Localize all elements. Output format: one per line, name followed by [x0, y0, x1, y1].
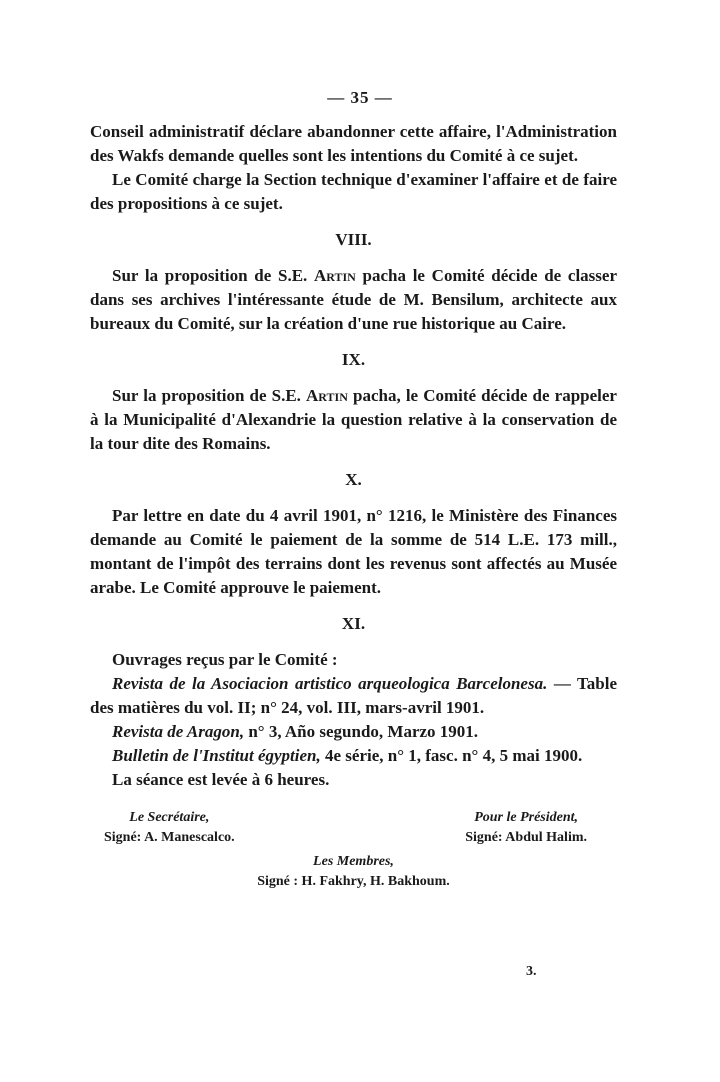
list-item-detail: 4e série, n° 1, fasc. n° 4, 5 mai 1900. — [320, 746, 583, 765]
list-item-title: Bulletin de l'Institut égyptien, — [112, 746, 321, 765]
secretary-signature — [104, 808, 235, 848]
members-signature — [90, 852, 617, 892]
list-item-title: Revista de Aragon, — [112, 722, 245, 741]
secretary-signed: Signé: A. Manescalco. — [104, 830, 235, 845]
list-item-detail: — Table des matières du vol. II; n° 24, vol. III, mars-avril 1901. — [90, 674, 617, 717]
list-item — [90, 744, 617, 768]
signature-mark: 3. — [526, 964, 537, 979]
section-heading-viii: VIII. — [335, 230, 372, 249]
section-heading-x: X. — [345, 470, 362, 489]
paragraph-continuation: Conseil administratif déclare abandonner cette affaire, l'Administration des Wakfs demande quelles sont les intentions du Comité à ce sujet. — [90, 122, 617, 165]
document-body — [90, 120, 617, 892]
section-viii-text — [90, 264, 617, 336]
president-signed: Signé: Abdul Halim. — [465, 830, 587, 845]
members-signed: Signé : H. Fakhry, H. Bakhoum. — [257, 874, 450, 889]
section-ix-text — [90, 384, 617, 456]
paragraph-section-technique: Le Comité charge la Section technique d'examiner l'affaire et de faire des propositions à ce sujet. — [90, 170, 617, 213]
section-x-text: Par lettre en date du 4 avril 1901, n° 1216, le Ministère des Finances demande au Comité le paiement de la somme de 514 L.E. 173 mill., montant de l'impôt des terrains dont les revenus sont affectés au Musée arabe. Le Comité approuve le paiement. — [90, 506, 617, 597]
president-signature — [465, 808, 587, 848]
section-ix-text-after: pacha, le Comité décide de rappeler à la Municipalité d'Alexandrie la question relative à la conservation de la tour dite des Romains. — [90, 386, 617, 453]
closing-line: La séance est levée à 6 heures. — [112, 770, 330, 789]
page-number: — 35 — — [327, 88, 393, 107]
section-xi-intro: Ouvrages reçus par le Comité : — [112, 650, 338, 669]
list-item — [90, 672, 617, 720]
members-role: Les Membres, — [313, 854, 394, 869]
section-viii-text-before: Sur la proposition de S.E. — [112, 266, 314, 285]
section-viii-name: Artin — [313, 266, 356, 285]
section-viii-text-after: pacha le Comité décide de classer dans ses archives l'intéressante étude de M. Bensilum, architecte aux bureaux du Comité, sur la création d'une rue historique au Caire. — [90, 266, 617, 333]
section-ix-text-before: Sur la proposition de S.E. — [112, 386, 307, 405]
signature-block — [90, 808, 617, 892]
president-role: Pour le Président, — [474, 810, 579, 825]
section-heading-ix: IX. — [341, 350, 366, 369]
list-item-title: Revista de la Asociacion artistico arqueologica Barcelonesa. — [112, 674, 548, 693]
section-ix-name: Artin — [306, 386, 348, 405]
list-item — [90, 720, 617, 744]
secretary-role: Le Secrétaire, — [129, 810, 210, 825]
section-heading-xi: XI. — [341, 614, 366, 633]
list-item-detail: n° 3, Año segundo, Marzo 1901. — [244, 722, 479, 741]
